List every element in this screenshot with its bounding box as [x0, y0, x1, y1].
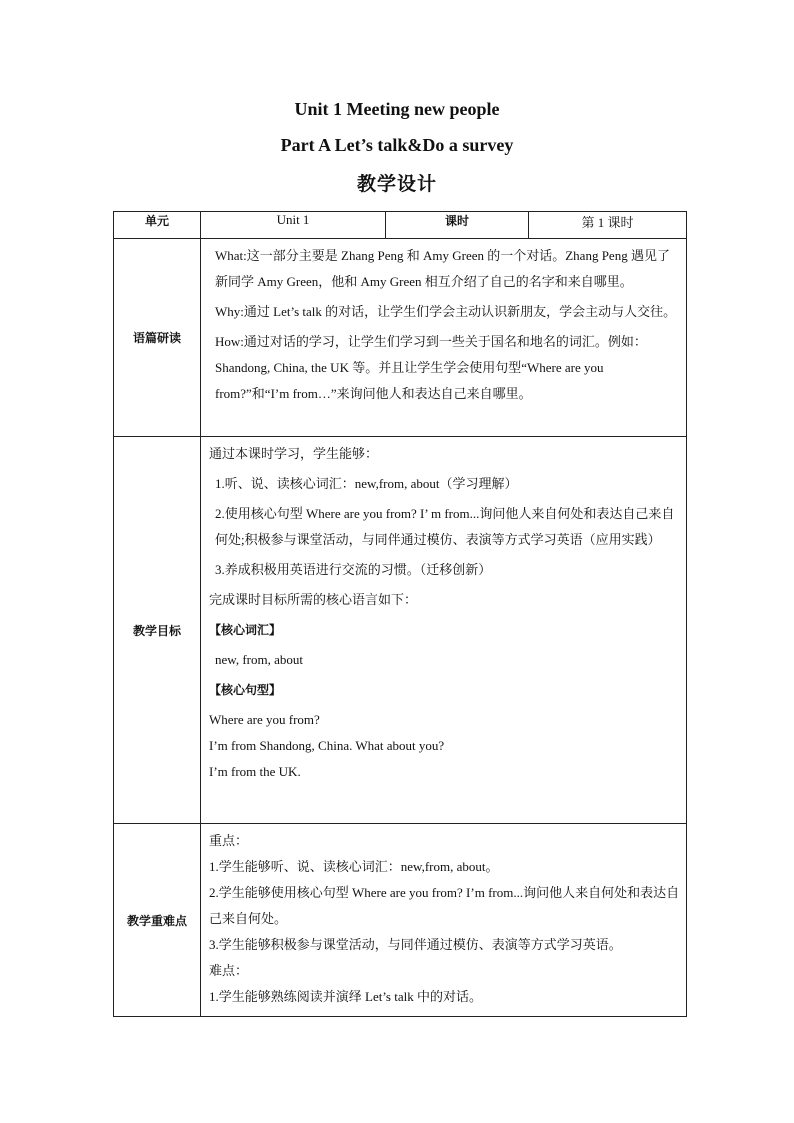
key-item: 1.学生能够听、说、读核心词汇：new,from, about。	[209, 859, 499, 874]
part-title: Part A Let’s talk&Do a survey	[280, 135, 514, 155]
objectives-content	[201, 437, 687, 824]
key-item: 3.学生能够积极参与课堂活动，与同伴通过模仿、表演等方式学习英语。	[209, 937, 622, 952]
objective-item: 3.养成积极用英语进行交流的习惯。（迁移创新）	[215, 562, 492, 577]
text-study-label: 语篇研读	[114, 239, 201, 437]
key-heading: 重点：	[209, 833, 249, 848]
header-row	[114, 212, 687, 239]
unit-title: Unit 1 Meeting new people	[294, 99, 500, 119]
sentence-heading: 【核心句型】	[209, 683, 282, 697]
key-points-label: 教学重难点	[114, 824, 201, 1017]
key-item: 2.学生能够使用核心句型 Where are you from? I’m from...询问他人来自何处和表达自己来自何处。	[209, 885, 680, 926]
why-paragraph: Why:通过 Let’s talk 的对话，让学生们学会主动认识新朋友，学会主动与人交往。	[215, 304, 677, 319]
difficulty-heading: 难点：	[209, 963, 249, 978]
text-study-row	[114, 239, 687, 437]
core-language-intro: 完成课时目标所需的核心语言如下：	[209, 592, 418, 607]
sentence-item: I’m from Shandong, China. What about you?	[209, 738, 445, 753]
text-study-content	[201, 239, 687, 437]
objective-item: 2.使用核心句型 Where are you from? I’ m from...询问他人来自何处和表达自己来自何处;积极参与课堂活动，与同伴通过模仿、表演等方式学习英语（应用实践）	[215, 506, 675, 547]
objectives-intro: 通过本课时学习，学生能够：	[209, 446, 379, 461]
objective-item: 1.听、说、读核心词汇：new,from, about（学习理解）	[215, 476, 518, 491]
lesson-value: 第 1 课时	[529, 212, 687, 239]
what-paragraph: What:这一部分主要是 Zhang Peng 和 Amy Green 的一个对话。Zhang Peng 遇见了新同学 Amy Green，他和 Amy Green 相互介绍了自己的名字和来自哪里。	[215, 248, 670, 289]
objectives-label: 教学目标	[114, 437, 201, 824]
design-title: 教学设计	[356, 173, 437, 195]
vocab-list: new, from, about	[215, 652, 303, 667]
key-points-content	[201, 824, 687, 1017]
sentence-item: Where are you from?	[209, 712, 320, 727]
vocab-heading: 【核心词汇】	[209, 623, 282, 637]
key-points-row	[114, 824, 687, 1017]
unit-label: 单元	[114, 212, 201, 239]
how-paragraph: How:通过对话的学习，让学生们学习到一些关于国名和地名的词汇。例如：Shandong, China, the UK 等。并且让学生学会使用句型“Where are you from?”和“I’m from…”来询问他人和表达自己来自哪里。	[215, 334, 647, 401]
objectives-row	[114, 437, 687, 824]
lesson-plan-table	[113, 211, 687, 1017]
unit-value: Unit 1	[201, 212, 386, 239]
lesson-label: 课时	[386, 212, 529, 239]
sentence-item: I’m from the UK.	[209, 764, 301, 779]
difficulty-item: 1.学生能够熟练阅读并演绎 Let’s talk 中的对话。	[209, 989, 482, 1004]
document-title-block	[0, 92, 794, 204]
